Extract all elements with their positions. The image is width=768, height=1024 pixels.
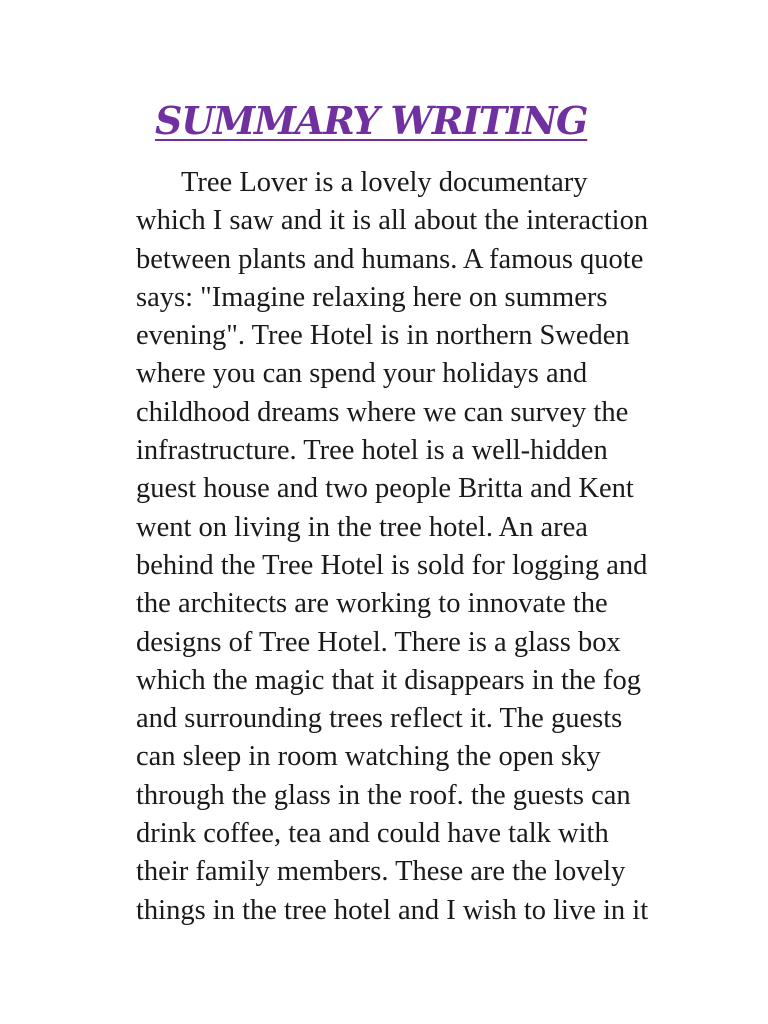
paragraph-line: behind the Tree Hotel is sold for logging and [136, 549, 648, 581]
paragraph-line: guest house and two people Britta and Kent [136, 473, 634, 505]
paragraph-line: where you can spend your holidays and [136, 358, 588, 390]
summary-paragraph [136, 164, 696, 930]
paragraph-line: which the magic that it disappears in the fog [136, 664, 641, 696]
paragraph-line: evening". Tree Hotel is in northern Sweden [136, 320, 630, 352]
paragraph-line: between plants and humans. A famous quote [136, 243, 644, 275]
paragraph-line: infrastructure. Tree hotel is a well-hidden [136, 435, 608, 467]
paragraph-line: childhood dreams where we can survey the [136, 396, 629, 428]
paragraph-line: which I saw and it is all about the interaction [136, 205, 649, 237]
paragraph-line: through the glass in the roof. the guests can [136, 779, 631, 811]
paragraph-line: can sleep in room watching the open sky [136, 741, 601, 773]
paragraph-line: drink coffee, tea and could have talk with [136, 818, 609, 850]
paragraph-line: designs of Tree Hotel. There is a glass box [136, 626, 621, 658]
paragraph-line: says: "Imagine relaxing here on summers [136, 281, 608, 313]
paragraph-line: the architects are working to innovate the [136, 588, 608, 620]
paragraph-line: Tree Lover is a lovely documentary [181, 167, 588, 198]
paragraph-line: their family members. These are the lovely [136, 856, 626, 888]
paragraph-line: went on living in the tree hotel. An area [136, 511, 588, 543]
paragraph-line: things in the tree hotel and I wish to live in it [136, 894, 649, 926]
document-title: SUMMARY WRITING [155, 98, 588, 143]
paragraph-line: and surrounding trees reflect it. The guests [136, 703, 623, 735]
